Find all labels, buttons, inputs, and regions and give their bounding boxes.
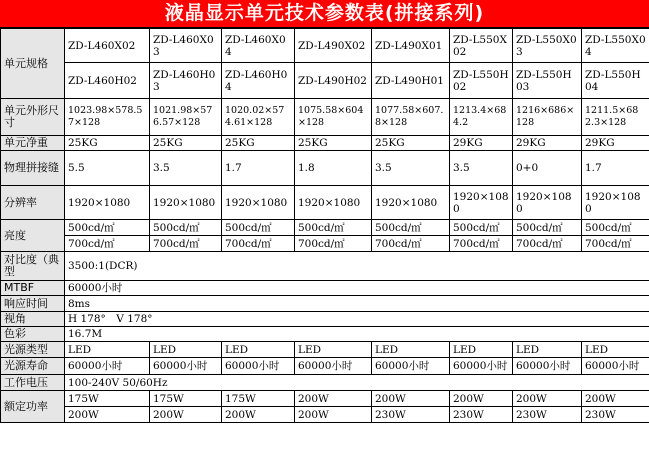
light-life-cell: 60000小时 <box>295 358 372 375</box>
size-cell: 1075.58×604×128 <box>295 99 372 136</box>
resolution-cell: 1920×1080 <box>372 186 450 220</box>
table-row <box>1 236 649 252</box>
power-cell: 200W <box>372 391 450 407</box>
light-type-cell: LED <box>450 342 513 358</box>
resolution-cell: 1920×1080 <box>295 186 372 220</box>
light-type-cell: LED <box>222 342 295 358</box>
weight-cell: 25KG <box>222 136 295 151</box>
row-header-view: 视角 <box>1 312 65 327</box>
brightness-cell: 500cd/㎡ <box>372 220 450 236</box>
power-cell: 200W <box>513 391 582 407</box>
weight-cell: 25KG <box>65 136 150 151</box>
brightness-cell: 700cd/㎡ <box>450 236 513 252</box>
brightness-cell: 500cd/㎡ <box>450 220 513 236</box>
color-value: 16.7M <box>65 327 649 342</box>
brightness-cell: 500cd/㎡ <box>295 220 372 236</box>
resolution-cell: 1920×1080 <box>150 186 222 220</box>
table-row <box>1 99 649 136</box>
brightness-cell: 700cd/㎡ <box>222 236 295 252</box>
model-cell: ZD-L490H02 <box>295 63 372 99</box>
seam-cell: 3.5 <box>150 151 222 186</box>
page-title: 液晶显示单元技术参数表(拼接系列) <box>0 0 649 28</box>
power-cell: 175W <box>65 391 150 407</box>
table-row <box>1 281 649 296</box>
row-header-size: 单元外形尺寸 <box>1 99 65 136</box>
light-type-cell: LED <box>295 342 372 358</box>
model-cell: ZD-L550X02 <box>450 29 513 63</box>
model-cell: ZD-L490X02 <box>295 29 372 63</box>
table-row <box>1 327 649 342</box>
resolution-cell: 1920×1080 <box>65 186 150 220</box>
row-header-light-type: 光源类型 <box>1 342 65 358</box>
brightness-cell: 500cd/㎡ <box>150 220 222 236</box>
power-cell: 175W <box>150 391 222 407</box>
light-type-cell: LED <box>513 342 582 358</box>
power-cell: 200W <box>222 407 295 423</box>
weight-cell: 25KG <box>372 136 450 151</box>
model-cell: ZD-L460H02 <box>65 63 150 99</box>
row-header-model: 单元规格 <box>1 29 65 99</box>
power-cell: 175W <box>222 391 295 407</box>
resolution-cell: 1920×1080 <box>222 186 295 220</box>
row-header-weight: 单元净重 <box>1 136 65 151</box>
table-row <box>1 29 649 63</box>
brightness-cell: 700cd/㎡ <box>582 236 649 252</box>
row-header-resolution: 分辨率 <box>1 186 65 220</box>
resolution-cell: 1920×1080 <box>582 186 649 220</box>
size-cell: 1020.02×574.61×128 <box>222 99 295 136</box>
brightness-cell: 500cd/㎡ <box>65 220 150 236</box>
brightness-cell: 700cd/㎡ <box>513 236 582 252</box>
contrast-value: 3500:1(DCR) <box>65 252 649 281</box>
weight-cell: 29KG <box>513 136 582 151</box>
response-value: 8ms <box>65 296 649 312</box>
model-cell: ZD-L460H03 <box>150 63 222 99</box>
power-cell: 230W <box>582 407 649 423</box>
seam-cell: 1.7 <box>222 151 295 186</box>
light-type-cell: LED <box>150 342 222 358</box>
light-life-cell: 60000小时 <box>222 358 295 375</box>
model-cell: ZD-L460X04 <box>222 29 295 63</box>
size-cell: 1023.98×578.57×128 <box>65 99 150 136</box>
size-cell: 1021.98×576.57×128 <box>150 99 222 136</box>
weight-cell: 25KG <box>150 136 222 151</box>
row-header-color: 色彩 <box>1 327 65 342</box>
seam-cell: 1.8 <box>295 151 372 186</box>
brightness-cell: 500cd/㎡ <box>582 220 649 236</box>
model-cell: ZD-L490H01 <box>372 63 450 99</box>
seam-cell: 0+0 <box>513 151 582 186</box>
row-header-contrast: 对比度（典型 <box>1 252 65 281</box>
light-life-cell: 60000小时 <box>450 358 513 375</box>
table-row <box>1 63 649 99</box>
row-header-seam: 物理拼接缝 <box>1 151 65 186</box>
table-row <box>1 312 649 327</box>
light-type-cell: LED <box>65 342 150 358</box>
resolution-cell: 1920×1080 <box>513 186 582 220</box>
spec-table <box>0 28 649 423</box>
power-cell: 230W <box>450 407 513 423</box>
power-cell: 200W <box>150 407 222 423</box>
voltage-value: 100-240V 50/60Hz <box>65 375 649 391</box>
mtbf-value: 60000小时 <box>65 281 649 296</box>
size-cell: 1213.4×684.2 <box>450 99 513 136</box>
power-cell: 200W <box>295 391 372 407</box>
size-cell: 1077.58×607.8×128 <box>372 99 450 136</box>
row-header-response: 响应时间 <box>1 296 65 312</box>
spec-table-body <box>1 29 649 423</box>
size-cell: 1211.5×682.3×128 <box>582 99 649 136</box>
light-life-cell: 60000小时 <box>372 358 450 375</box>
model-cell: ZD-L550H02 <box>450 63 513 99</box>
weight-cell: 29KG <box>582 136 649 151</box>
model-cell: ZD-L550X04 <box>582 29 649 63</box>
table-row <box>1 252 649 281</box>
power-cell: 200W <box>65 407 150 423</box>
light-life-cell: 60000小时 <box>513 358 582 375</box>
row-header-light-life: 光源寿命 <box>1 358 65 375</box>
brightness-cell: 700cd/㎡ <box>65 236 150 252</box>
table-row <box>1 186 649 220</box>
table-row <box>1 296 649 312</box>
power-cell: 200W <box>582 391 649 407</box>
table-row <box>1 391 649 407</box>
model-cell: ZD-L460H04 <box>222 63 295 99</box>
brightness-cell: 700cd/㎡ <box>295 236 372 252</box>
brightness-cell: 700cd/㎡ <box>372 236 450 252</box>
seam-cell: 5.5 <box>65 151 150 186</box>
table-row <box>1 136 649 151</box>
table-row <box>1 375 649 391</box>
light-life-cell: 60000小时 <box>65 358 150 375</box>
power-cell: 230W <box>513 407 582 423</box>
light-life-cell: 60000小时 <box>150 358 222 375</box>
brightness-cell: 500cd/㎡ <box>222 220 295 236</box>
light-type-cell: LED <box>372 342 450 358</box>
model-cell: ZD-L460X02 <box>65 29 150 63</box>
row-header-power: 额定功率 <box>1 391 65 423</box>
view-value: H 178° V 178° <box>65 312 649 327</box>
table-row <box>1 342 649 358</box>
row-header-voltage: 工作电压 <box>1 375 65 391</box>
weight-cell: 29KG <box>450 136 513 151</box>
light-life-cell: 60000小时 <box>582 358 649 375</box>
model-cell: ZD-L550H03 <box>513 63 582 99</box>
model-cell: ZD-L550X03 <box>513 29 582 63</box>
power-cell: 230W <box>372 407 450 423</box>
seam-cell: 3.5 <box>450 151 513 186</box>
weight-cell: 25KG <box>295 136 372 151</box>
table-row <box>1 220 649 236</box>
power-cell: 200W <box>450 391 513 407</box>
light-type-cell: LED <box>582 342 649 358</box>
row-header-brightness: 亮度 <box>1 220 65 252</box>
size-cell: 1216×686×128 <box>513 99 582 136</box>
brightness-cell: 700cd/㎡ <box>150 236 222 252</box>
model-cell: ZD-L490X01 <box>372 29 450 63</box>
table-row <box>1 358 649 375</box>
seam-cell: 3.5 <box>372 151 450 186</box>
seam-cell: 1.7 <box>582 151 649 186</box>
brightness-cell: 500cd/㎡ <box>513 220 582 236</box>
row-header-mtbf: MTBF <box>1 281 65 296</box>
power-cell: 200W <box>295 407 372 423</box>
resolution-cell: 1920×1080 <box>450 186 513 220</box>
table-row <box>1 151 649 186</box>
model-cell: ZD-L550H04 <box>582 63 649 99</box>
table-row <box>1 407 649 423</box>
model-cell: ZD-L460X03 <box>150 29 222 63</box>
